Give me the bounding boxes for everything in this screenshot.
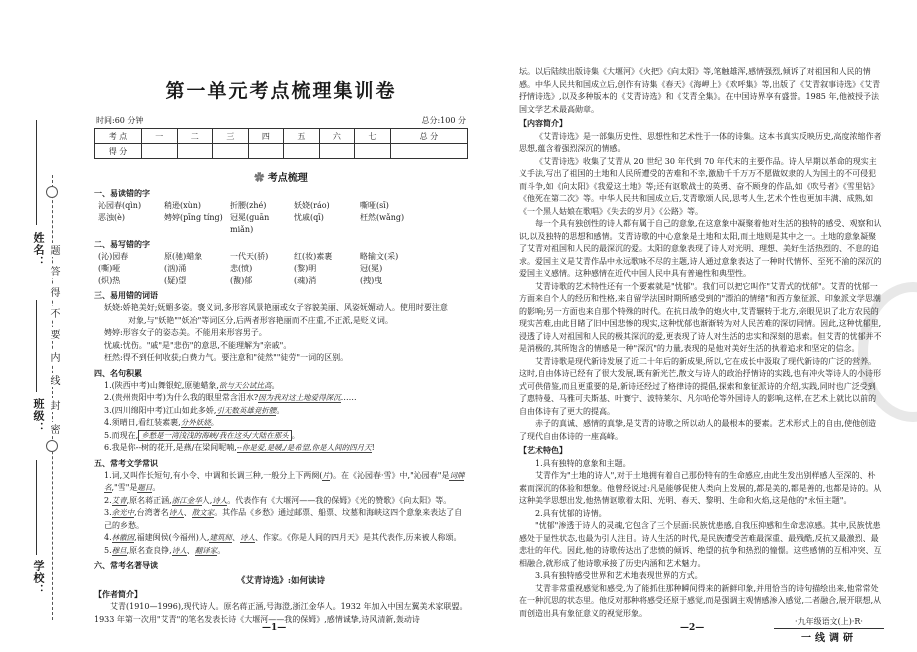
score-cell[interactable] xyxy=(213,144,249,159)
score-cell[interactable] xyxy=(355,144,391,159)
s1-heading: 一、易读错的字 xyxy=(94,188,150,198)
quote-item: 2.(贵州贵阳中考)为什么我的眼里常含泪水?因为我对这土地爱得深沉…… xyxy=(104,393,357,402)
s3-paragraph: 枉然:得不到任何收获;白费力气。要注意和"徒然""徒劳"一词的区别。 xyxy=(104,353,349,362)
list-item: 一代天(骄) xyxy=(230,252,269,261)
feature-title: 2.具有忧郁的诗情。 xyxy=(535,508,607,518)
class-line xyxy=(36,300,37,392)
score-header-cell: 七 xyxy=(355,129,391,144)
seal-char: 内 xyxy=(48,352,59,362)
handwritten-answer: 引无数英雄竞折腰 xyxy=(216,405,277,415)
score-header-cell: 一 xyxy=(142,129,178,144)
quote-item: 4.须晴日,看红装素裹,分外妖娆。 xyxy=(104,418,219,427)
content-paragraph: 艾青诗歌是现代新诗发展了近二十年后的新成果,所以,它在成长中汲取了现代新诗的广泛的营养。这时,自由体诗已经有了很大发展,既有新光芒,散文与诗人的政治抒情诗的实践,也有冲火等诗人的小诗形式可供借鉴,而且更重要的是,新诗还经过了格律诗的提倡,探索和象征派诗的介绍,实践,同时也广泛受到了惠特曼、马雅可夫斯基、叶赛宁、波特莱尔、凡尔哈伦等外国诗人的影响,这样,在艺术上就比以前的自由体诗有了更大的提高。 xyxy=(519,356,882,416)
list-item: 原(驰)蜡象 xyxy=(164,252,203,261)
seal-char: 题 xyxy=(48,245,59,255)
s3-heading: 三、易用错的词语 xyxy=(94,290,158,300)
binding-hole-bottom xyxy=(46,440,58,452)
school-line xyxy=(36,460,37,555)
score-table-header xyxy=(95,129,468,144)
content-heading: 【内容简介】 xyxy=(519,118,567,128)
list-item: (炽)热 xyxy=(98,276,121,285)
list-item: (魂)消 xyxy=(294,276,317,285)
feature-title: 3.具有独特感受世界和艺术地表现世界的方式。 xyxy=(535,571,703,580)
handwritten-answer: 分外妖娆 xyxy=(180,418,211,427)
exam-time: 时间:60 分钟 xyxy=(96,116,144,125)
handwritten-answer: 因为我对这土地爱得深沉 xyxy=(258,393,341,402)
score-header-cell: 五 xyxy=(284,129,320,144)
list-item: 沁园春(qìn) xyxy=(98,201,142,210)
list-item: 稍逊(xùn) xyxy=(164,201,202,210)
handwritten-answer: 欲与天公试比高 xyxy=(218,380,272,390)
quote-item: 1.(陕西中考)山舞银蛇,原驰蜡象,欲与天公试比高。 xyxy=(104,380,280,390)
quote-item: 6.我是你--树的花开,是燕/在梁间呢喃,--你是爱,是暖,/是希望,你是人间的四月天! xyxy=(104,443,375,452)
seal-char: 线 xyxy=(48,375,59,385)
seal-char: 封 xyxy=(48,400,59,410)
list-item: 折腰(zhé) xyxy=(230,201,267,210)
content-paragraph: 艾青诗歌的艺术特性还有一个要素就是"忧郁"。我们可以把它叫作"艾青式的忧郁"。艾青的忧郁一方面来自个人的经历和性格,来自留学法国时期所感受到的"漂泊的情绪"和西方象征派、印象派文学思潮的影响;另一方面也来自那个特殊的时代。在抗日战争的炮火中,艾青辗转于北方,亲眼见识了北方农民的现实苦难,由此目睹了旧中国悲惨的现实,这种忧郁也渐渐转为对人民苦难的深切同情。因此,这种忧郁里,浸透了诗人对祖国和人民的极其深沉的爱,更表现了诗人对生活的忠实和深刻的思索。但艾青的忧郁并不是消极的,其所饱含的情感是一种"深沉"的力量,表现的是他对美好生活的执着追求和坚定的信念。 xyxy=(519,281,882,353)
literature-item: 4.林徽因,福建闽侯(今福州)人,建筑师、诗人、作家。《你是人间的四月天》是其代表作,历来被人称颂。 xyxy=(104,533,462,542)
exam-total: 总分:100 分 xyxy=(421,116,466,125)
list-item: 忧戚(qī) xyxy=(294,213,324,222)
feature-title: 1.具有独特的意象和主题。 xyxy=(535,458,631,468)
handwritten-answer: --你是爱,是暖,/是希望,你是人间的四月天 xyxy=(236,443,372,452)
list-item: 娉婷(pīng tíng) xyxy=(164,213,223,222)
score-cell[interactable] xyxy=(248,144,284,159)
list-item: (拽)曳 xyxy=(360,276,383,285)
score-cell[interactable] xyxy=(390,144,467,159)
publisher-brand xyxy=(774,616,884,644)
score-cell[interactable] xyxy=(284,144,320,159)
exam-meta xyxy=(94,115,468,126)
score-header-cell: 总 分 xyxy=(390,129,467,144)
s3-paragraph: 忧戚:忧伤。"戚"是"悲伤"的意思,不能理解为"亲戚"。 xyxy=(104,340,292,350)
feature-text: 艾青非常重视感觉和感受,为了能抓住那种瞬间得来的新鲜印象,并用恰当的诗句描绘出来,他常常处在一种沉思的状态里。他反对那种将感受还原于感觉,而是强调主观情感渗入感觉,二者融合,展开联想,从而创造出具有象征意义的视觉形象。 xyxy=(519,583,882,618)
author-text: 艾青(1910—1996),现代诗人。原名蒋正涵,号海澄,浙江金华人。1932 年加入中国左翼美术家联盟。1933 年第一次用"艾青"的笔名发表长诗《大堰河——我的保姆》,感情诚挚,诗风清新,轰动诗 xyxy=(94,602,468,624)
score-header-cell: 二 xyxy=(177,129,213,144)
s1-list xyxy=(94,200,468,236)
right-page-number: —2— xyxy=(680,623,705,633)
list-item: (沁)园春 xyxy=(98,252,129,261)
literature-item: 1.词,又叫作长短句,有小令、中调和长调三种,一般分上下两阕(片)。在《沁园春·雪》中,"沁园春"是词牌名,"雪"是题目。 xyxy=(104,470,465,492)
school-label: 学校： xyxy=(32,560,45,596)
score-header-cell: 考 点 xyxy=(95,129,142,144)
flower-icon: ✿ xyxy=(254,173,265,184)
seal-char: 密 xyxy=(48,424,59,434)
list-item: (黎)明 xyxy=(294,264,317,273)
seal-char: 要 xyxy=(48,329,59,339)
s3-paragraph: 妖娆:娇艳美好;妩媚多姿。褒义词,多形容风景艳丽或女子容貌美丽、风姿妩媚动人。使用时要注意 xyxy=(104,303,448,312)
score-header-cell: 三 xyxy=(213,129,249,144)
literature-item: 3.余光中,台湾著名诗人、散文家。其作品《乡愁》通过邮票、船票、坟墓和海峡这四个意象来表达了自己的乡愁。 xyxy=(104,508,463,530)
list-item: (汹)涌 xyxy=(164,264,187,273)
content-paragraph: 每一个具有独创性的诗人都有属于自己的意象,在这意象中凝聚着他对生活的独特的感受、观察和认识,以及独特的思想和感情。艾青诗歌的中心意象是土地和太阳,而土地则是其中之一。土地的意象凝聚了艾青对祖国和人民的最深沉的爱。太阳的意象表现了诗人对光明、理想、美好生活热烈的、不息的追求。爱国主义是艾青作品中永远歌咏不尽的主题,诗人通过意象表达了一种时代情怀、至死不渝的深沉的爱国主义感情。这种感情在近代中国人民中具有普遍性和典型性。 xyxy=(519,219,882,278)
features-heading: 【艺术特色】 xyxy=(519,445,567,455)
list-item: 枉然(wǎng) xyxy=(360,213,405,222)
list-item: (馥)郁 xyxy=(230,276,253,285)
literature-item: 2.艾青,原名蒋正涵,浙江金华人,诗人。代表作有《大堰河——我的保姆》《光的赞歌》《向太阳》等。 xyxy=(104,495,452,505)
quote-item: 5.而现在, 乡愁是一湾浅浅的海峡/我在这头/大陆在那头 。 xyxy=(104,430,300,440)
score-cell[interactable] xyxy=(319,144,355,159)
section-title: ✿ 考点梳理 xyxy=(254,173,308,184)
seal-char: 得 xyxy=(48,287,59,297)
s4-heading: 四、名句积累 xyxy=(94,367,142,378)
seal-char: 不 xyxy=(48,308,59,318)
list-item: 嘶哑(sī) xyxy=(360,201,389,210)
binding-hole-top xyxy=(46,186,58,198)
class-label: 班级： xyxy=(32,398,45,434)
intro-text: 坛。以后陆续出版诗集《大堰河》《火把》《向太阳》等,笔触雄浑,感情强烈,倾诉了对祖国和人民的情感。中华人民共和国成立后,创作有诗集《春天》《海岬上》《欢呼集》等,出版了《艾青叙事诗选》《艾青抒情诗选》,以及多种版本的《艾青诗选》和《艾青全集》。在中国诗界享有盛誉。1985 年,他被授予法国文学艺术最高勋章。 xyxy=(519,67,881,114)
score-header-cell: 四 xyxy=(248,129,284,144)
s3-paragraph: 娉婷:形容女子的姿态美。不能用来形容男子。 xyxy=(104,328,267,337)
author-heading: 【作者简介】 xyxy=(94,589,142,599)
list-item: 妖娆(ráo) xyxy=(294,201,330,210)
name-label: 姓名： xyxy=(32,232,45,268)
score-table-row xyxy=(95,144,468,159)
list-item: 恶浊(è) xyxy=(98,213,125,222)
brand-bottom: 一线调研 xyxy=(774,628,884,644)
left-page-number: —1— xyxy=(262,623,287,633)
list-item: 红(妆)素裹 xyxy=(294,252,333,261)
name-line xyxy=(36,120,37,225)
brand-top: ·九年级语文(上)·R· xyxy=(795,617,863,626)
s6-heading: 六、常考名著导读 xyxy=(94,560,158,570)
s5-heading: 五、常考文学常识 xyxy=(94,457,158,468)
handwritten-answer: 乡愁是一湾浅浅的海峡/我在这头/大陆在那头 xyxy=(138,430,292,441)
list-item: 悲(愤) xyxy=(230,264,253,273)
list-item: 略输文(采) xyxy=(360,252,399,261)
feature-text: "忧郁"渗透于诗人的灵魂,它包含了三个层面:民族忧患感,自我压抑感和生命悲凉感。其中,民族忧患感处于显性状态,也最为引人注目。诗人生活的时代,是民族遭受苦难最深重、最残酷,反抗又最激烈、最悲壮的年代。因此,他的诗歌传达出了悲愤的倾诉、绝望的抗争和热烈的憧憬。这些感情的互相冲突、互相融合,就形成了他诗歌承接了历史内涵和艺术魅力。 xyxy=(519,521,882,568)
list-item: (嘶)哑 xyxy=(98,264,121,273)
s2-list xyxy=(94,251,468,287)
binding-strip xyxy=(0,0,82,652)
score-row-label: 得 分 xyxy=(95,144,142,159)
quote-item: 3.(四川绵阳中考)江山如此多娇,引无数英雄竞折腰。 xyxy=(104,405,285,415)
score-header-cell: 六 xyxy=(319,129,355,144)
content-paragraph: 赤子的真诚、感情的真挚,是艾青的诗歌之所以动人的最根本的要素。艺术形式上的自由,使他创造了现代自由体诗的一座高峰。 xyxy=(519,419,877,441)
feature-text: 艾青作为"土地的诗人",对于土地拥有着自己那份特有的生命感应,由此生发出别样感人至深的、朴素而深沉的体验和想象。他曾经说过:凡是能够促使人类向上发展的,都是美的,都是善的,也都是诗的。从这种美学思想出发,他热情讴歌着太阳、光明、春天、黎明、生命和火焰,这是他的"永恒主题"。 xyxy=(519,471,882,505)
left-page xyxy=(94,76,468,626)
content-paragraph: 《艾青诗选》收集了艾青从 20 世纪 30 年代到 70 年代末的主要作品。诗人早期以革命的现实主义手法,写出了祖国的土地和人民所遭受的苦难和不幸,激励千千万万不愿做奴隶的人为国土的不可侵犯而斗争,如《向太阳》《我爱这土地》等;还有讴歌战士的英勇、奋不顾身的作品,如《吹号者》《雪里钻》《他死在第二次》等。中华人民共和国成立后,艾青歌颂人民,思考人生,艺术个性也更加丰满、成熟,如《一个黑人姑娘在歌唱》《失去的岁月》《公路》等。 xyxy=(519,156,879,216)
score-cell[interactable] xyxy=(177,144,213,159)
content-paragraph: 《艾青诗选》是一部集历史性、思想性和艺术性于一体的诗集。这本书真实反映历史,高度浓缩作者思想,蕴含着强烈深沉的情感。 xyxy=(519,131,882,153)
s3-paragraph: 对象,与"妖艳""妖冶"等词区分,后两者形容艳丽而不庄重,不正派,是贬义词。 xyxy=(128,315,393,325)
seal-char: 答 xyxy=(48,266,59,276)
list-item: 冠(冕) xyxy=(360,264,383,273)
score-cell[interactable] xyxy=(142,144,178,159)
literature-item: 5.穆旦,原名查良铮,诗人、翻译家。 xyxy=(104,545,226,555)
list-item: 冠冕(guān miǎn) xyxy=(230,213,270,234)
s2-heading: 二、易写错的字 xyxy=(94,239,150,249)
score-table xyxy=(94,128,468,159)
right-page xyxy=(519,66,883,620)
book-title: 《艾青诗选》:如何读诗 xyxy=(236,576,326,586)
page-title: 第一单元考点梳理集训卷 xyxy=(165,80,397,102)
list-item: (疑)望 xyxy=(164,276,187,285)
